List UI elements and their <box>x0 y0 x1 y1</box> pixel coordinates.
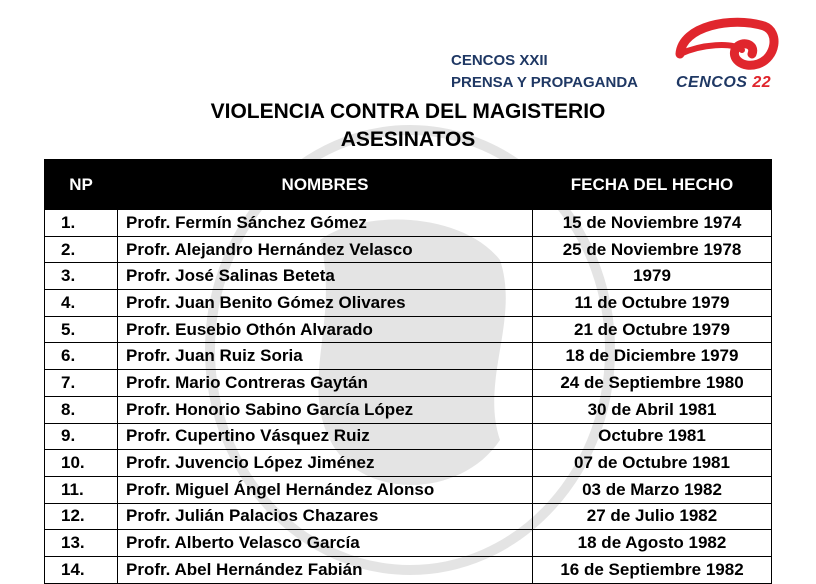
cell-date: 24 de Septiembre 1980 <box>533 370 772 397</box>
cell-date: 18 de Diciembre 1979 <box>533 343 772 370</box>
table-row <box>45 316 772 343</box>
cell-np: 14. <box>45 556 118 583</box>
cell-np: 10. <box>45 450 118 477</box>
cell-np: 4. <box>45 290 118 317</box>
cell-name: Profr. Juan Ruiz Soria <box>118 343 533 370</box>
cell-np: 8. <box>45 396 118 423</box>
cell-name: Profr. Alberto Velasco García <box>118 530 533 557</box>
org-line-2: PRENSA Y PROPAGANDA <box>451 74 638 91</box>
table-row <box>45 503 772 530</box>
cell-name: Profr. Honorio Sabino García López <box>118 396 533 423</box>
org-line-1: CENCOS XXII <box>451 52 548 69</box>
cell-name: Profr. Juvencio López Jiménez <box>118 450 533 477</box>
cell-np: 13. <box>45 530 118 557</box>
document-title <box>0 98 816 154</box>
cell-np: 5. <box>45 316 118 343</box>
table-row <box>45 396 772 423</box>
cell-name: Profr. Fermín Sánchez Gómez <box>118 210 533 237</box>
cell-np: 7. <box>45 370 118 397</box>
cell-date: 03 de Marzo 1982 <box>533 476 772 503</box>
table-row <box>45 343 772 370</box>
cell-np: 6. <box>45 343 118 370</box>
column-header-date: FECHA DEL HECHO <box>533 160 772 210</box>
cell-date: 21 de Octubre 1979 <box>533 316 772 343</box>
title-line-2: ASESINATOS <box>340 128 476 151</box>
table-row <box>45 556 772 583</box>
cell-name: Profr. Juan Benito Gómez Olivares <box>118 290 533 317</box>
table-row <box>45 450 772 477</box>
cell-date: 18 de Agosto 1982 <box>533 530 772 557</box>
logo-wordmark <box>676 74 771 92</box>
cell-date: 15 de Noviembre 1974 <box>533 210 772 237</box>
cell-name: Profr. Eusebio Othón Alvarado <box>118 316 533 343</box>
cell-date: 07 de Octubre 1981 <box>533 450 772 477</box>
table-row <box>45 210 772 237</box>
cell-np: 11. <box>45 476 118 503</box>
cell-name: Profr. Alejandro Hernández Velasco <box>118 236 533 263</box>
cell-date: 11 de Octubre 1979 <box>533 290 772 317</box>
cell-name: Profr. Cupertino Vásquez Ruiz <box>118 423 533 450</box>
cell-np: 1. <box>45 210 118 237</box>
column-header-np: NP <box>45 160 118 210</box>
table-row <box>45 236 772 263</box>
table-row <box>45 476 772 503</box>
table-row <box>45 263 772 290</box>
cell-np: 9. <box>45 423 118 450</box>
cell-date: 30 de Abril 1981 <box>533 396 772 423</box>
cell-name: Profr. Miguel Ángel Hernández Alonso <box>118 476 533 503</box>
table-row <box>45 370 772 397</box>
cell-date: Octubre 1981 <box>533 423 772 450</box>
table-header-row <box>45 160 772 210</box>
victims-table <box>44 159 772 584</box>
logo-number: 22 <box>752 74 772 91</box>
title-line-1: VIOLENCIA CONTRA DEL MAGISTERIO <box>210 100 606 123</box>
cell-np: 3. <box>45 263 118 290</box>
cell-np: 2. <box>45 236 118 263</box>
cell-date: 27 de Julio 1982 <box>533 503 772 530</box>
cell-np: 12. <box>45 503 118 530</box>
table-row <box>45 290 772 317</box>
logo-text: CENCOS <box>676 74 748 91</box>
cell-date: 1979 <box>533 263 772 290</box>
organization-header <box>451 50 638 94</box>
table-row <box>45 423 772 450</box>
cell-name: Profr. José Salinas Beteta <box>118 263 533 290</box>
cell-date: 16 de Septiembre 1982 <box>533 556 772 583</box>
cell-name: Profr. Abel Hernández Fabián <box>118 556 533 583</box>
cell-date: 25 de Noviembre 1978 <box>533 236 772 263</box>
table-row <box>45 530 772 557</box>
column-header-names: NOMBRES <box>118 160 533 210</box>
cell-name: Profr. Julián Palacios Chazares <box>118 503 533 530</box>
cell-name: Profr. Mario Contreras Gaytán <box>118 370 533 397</box>
